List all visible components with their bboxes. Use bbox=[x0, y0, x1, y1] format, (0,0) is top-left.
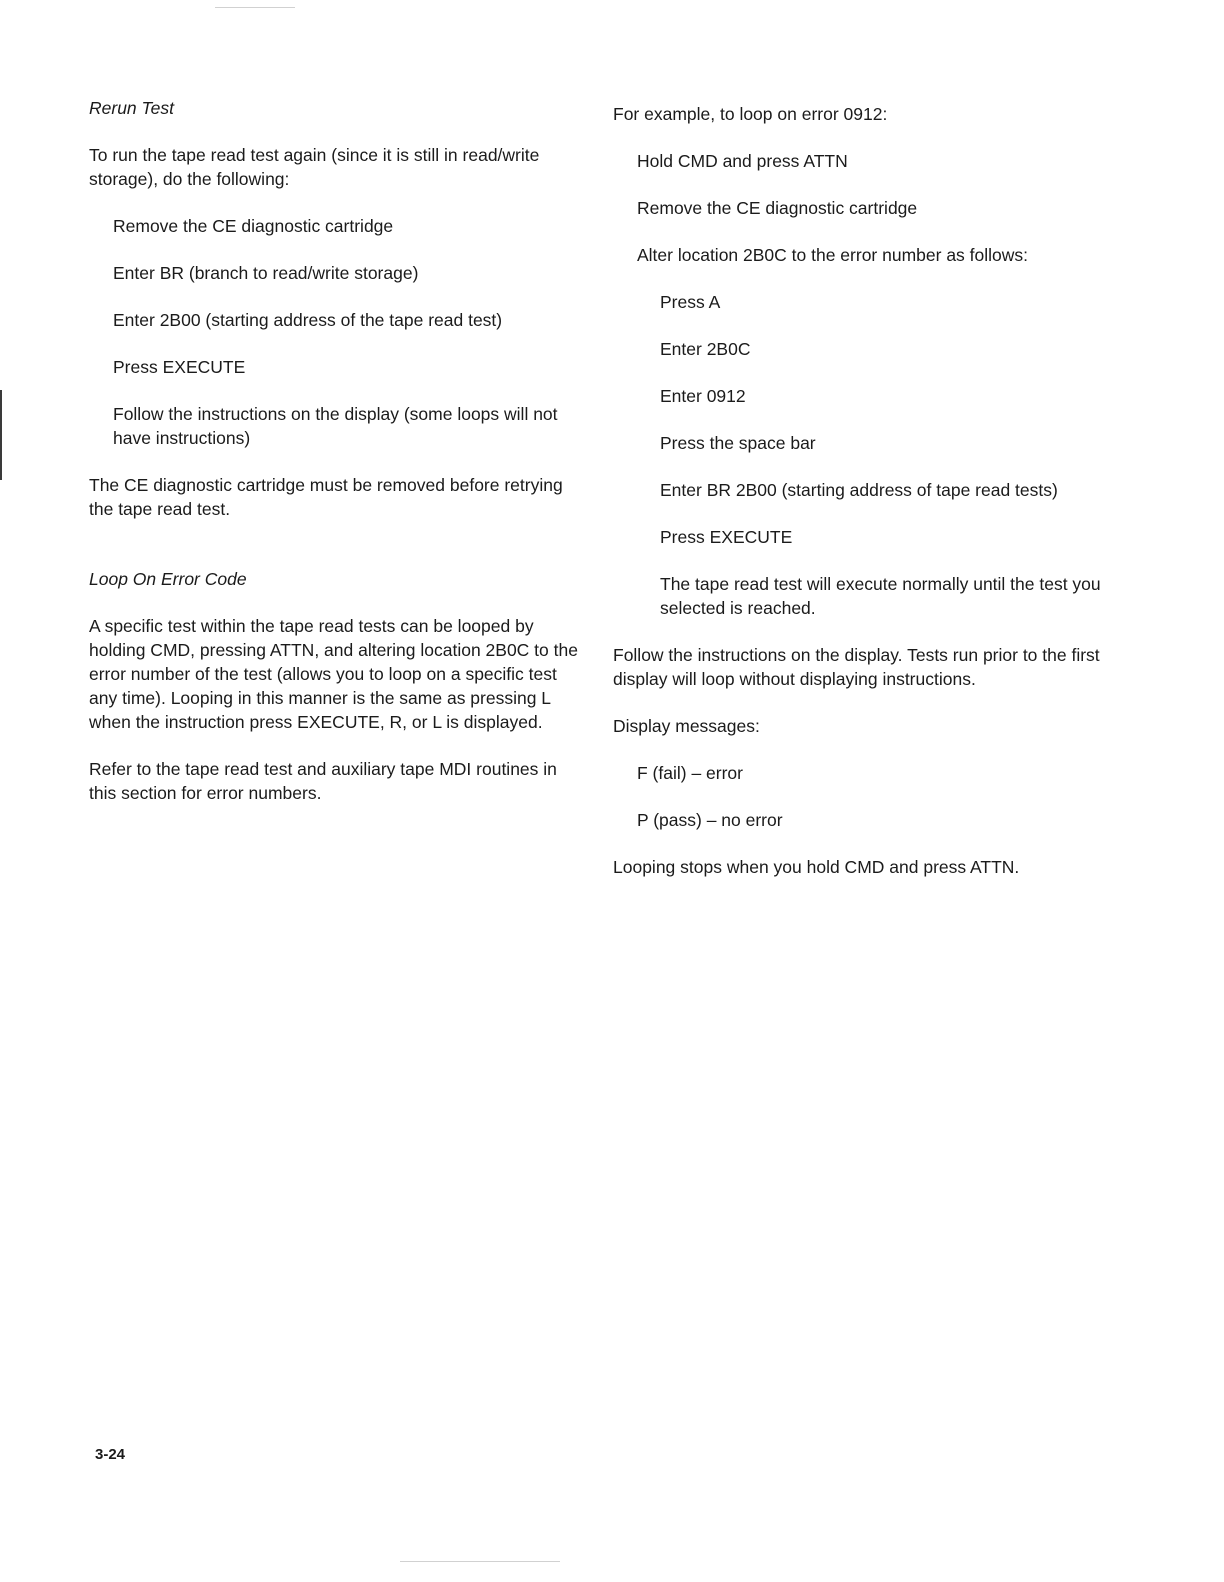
scan-line-bottom bbox=[400, 1561, 560, 1562]
loop-on-error-heading: Loop On Error Code bbox=[89, 569, 247, 589]
refer-paragraph: Refer to the tape read test and auxiliary tape MDI routines in this section for error numbers. bbox=[89, 759, 557, 803]
left-column bbox=[89, 96, 579, 805]
looping-stops: Looping stops when you hold CMD and press ATTN. bbox=[613, 857, 1020, 877]
example-step-remove-cartridge: Remove the CE diagnostic cartridge bbox=[637, 198, 918, 218]
substep-press-execute: Press EXECUTE bbox=[660, 527, 793, 547]
substep-enter-0912: Enter 0912 bbox=[660, 386, 746, 406]
display-messages-label: Display messages: bbox=[613, 716, 760, 736]
substep-test-executes: The tape read test will execute normally until the test you selected is reached. bbox=[660, 574, 1101, 618]
rerun-step-enter-2b00: Enter 2B00 (starting address of the tape read test) bbox=[113, 310, 503, 330]
display-message-pass: P (pass) – no error bbox=[637, 810, 783, 830]
rerun-note: The CE diagnostic cartridge must be removed before retrying the tape read test. bbox=[89, 475, 563, 519]
rerun-step-press-execute: Press EXECUTE bbox=[113, 357, 246, 377]
rerun-intro: To run the tape read test again (since it is still in read/write storage), do the following: bbox=[89, 145, 540, 189]
example-step-alter-location: Alter location 2B0C to the error number as follows: bbox=[637, 245, 1029, 265]
page-number: 3-24 bbox=[95, 1446, 126, 1463]
rerun-step-remove-cartridge: Remove the CE diagnostic cartridge bbox=[113, 216, 394, 236]
loop-paragraph: A specific test within the tape read tests can be looped by holding CMD, pressing ATTN, and altering location 2B0C to the error number of the test (allows you to loop on a specific test any time). Looping in this manner is the same as pressing L when the instruction press EXECUTE, R, or L is displayed. bbox=[89, 616, 578, 732]
substep-enter-2b0c: Enter 2B0C bbox=[660, 339, 751, 359]
rerun-step-enter-br: Enter BR (branch to read/write storage) bbox=[113, 263, 419, 283]
follow-paragraph: Follow the instructions on the display. Tests run prior to the first display will loop without displaying instructions. bbox=[613, 645, 1100, 689]
substep-press-space-bar: Press the space bar bbox=[660, 433, 816, 453]
substep-press-a: Press A bbox=[660, 292, 721, 312]
rerun-test-heading: Rerun Test bbox=[89, 98, 174, 118]
display-message-fail: F (fail) – error bbox=[637, 763, 743, 783]
substep-enter-br-2b00: Enter BR 2B00 (starting address of tape read tests) bbox=[660, 480, 1058, 500]
right-column bbox=[613, 102, 1103, 879]
rerun-step-follow-instructions: Follow the instructions on the display (some loops will not have instructions) bbox=[113, 404, 558, 448]
example-intro: For example, to loop on error 0912: bbox=[613, 104, 888, 124]
scan-line-top bbox=[215, 7, 295, 8]
scan-edge-mark bbox=[0, 390, 2, 480]
example-step-hold-cmd: Hold CMD and press ATTN bbox=[637, 151, 848, 171]
